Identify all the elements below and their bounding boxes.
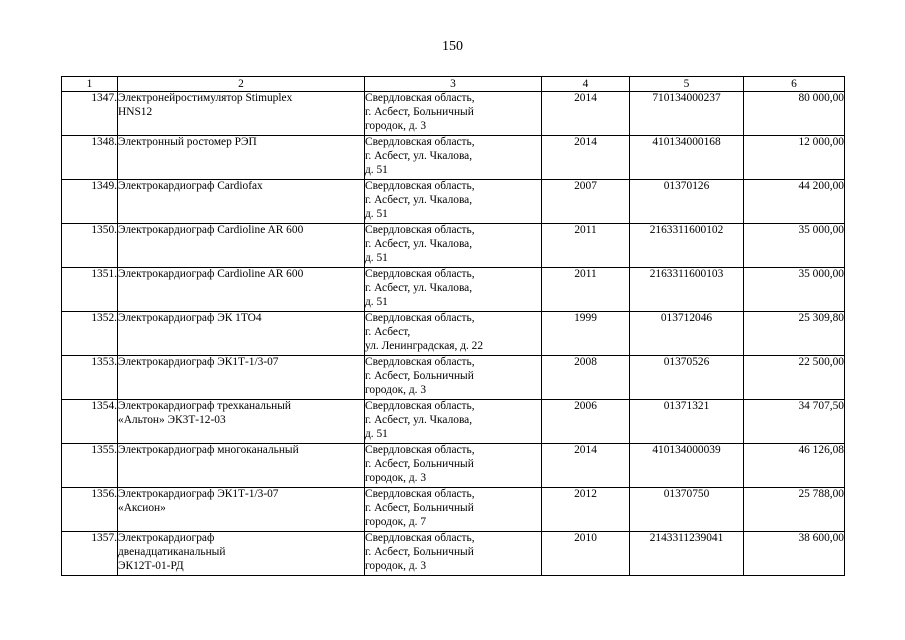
row-number-cell: 1349. xyxy=(62,180,118,224)
row-number-cell: 1352. xyxy=(62,312,118,356)
item-name-cell xyxy=(118,92,365,136)
header-cell: 1 xyxy=(62,77,118,92)
year-cell: 2011 xyxy=(542,224,630,268)
header-cell: 6 xyxy=(744,77,845,92)
year-cell: 2007 xyxy=(542,180,630,224)
row-number-cell: 1347. xyxy=(62,92,118,136)
address-cell-line: Свердловская область, xyxy=(365,268,475,280)
year-cell: 2014 xyxy=(542,444,630,488)
inventory-number-cell: 01371321 xyxy=(630,400,744,444)
address-cell-line: г. Асбест, ул. Чкалова, xyxy=(365,413,473,426)
address-cell-line: городок, д. 3 xyxy=(365,559,427,572)
item-name-cell-line: ЭК12Т-01-РД xyxy=(118,559,184,572)
address-cell-line: д. 51 xyxy=(365,295,388,308)
inventory-number-cell: 01370750 xyxy=(630,488,744,532)
address-cell-line: г. Асбест, ул. Чкалова, xyxy=(365,281,473,294)
address-cell-line: Свердловская область, xyxy=(365,224,475,236)
address-cell-line: г. Асбест, Больничный xyxy=(365,501,474,514)
row-number-cell: 1351. xyxy=(62,268,118,312)
address-cell-line: д. 51 xyxy=(365,427,388,440)
address-cell xyxy=(365,92,542,136)
item-name-cell-line: Электрокардиограф Cardiofax xyxy=(118,180,263,192)
inventory-number-cell: 410134000168 xyxy=(630,136,744,180)
year-cell: 2014 xyxy=(542,92,630,136)
address-cell-line: Свердловская область, xyxy=(365,488,475,500)
cost-cell: 35 000,00 xyxy=(744,268,845,312)
item-name-cell-line: Электрокардиограф ЭК 1ТО4 xyxy=(118,312,262,324)
address-cell xyxy=(365,356,542,400)
cost-cell: 34 707,50 xyxy=(744,400,845,444)
item-name-cell-line: Электрокардиограф многоканальный xyxy=(118,444,299,456)
item-name-cell xyxy=(118,224,365,268)
header-cell: 4 xyxy=(542,77,630,92)
address-cell-line: Свердловская область, xyxy=(365,92,475,104)
item-name-cell xyxy=(118,488,365,532)
cost-cell: 38 600,00 xyxy=(744,532,845,576)
table-row xyxy=(62,312,845,356)
table-row xyxy=(62,444,845,488)
inventory-number-cell: 2163311600102 xyxy=(630,224,744,268)
address-cell xyxy=(365,400,542,444)
table-row xyxy=(62,136,845,180)
address-cell-line: г. Асбест, Больничный xyxy=(365,457,474,470)
item-name-cell-line: Электрокардиограф ЭК1Т-1/3-07 xyxy=(118,488,279,500)
address-cell-line: д. 51 xyxy=(365,207,388,220)
item-name-cell xyxy=(118,136,365,180)
address-cell xyxy=(365,224,542,268)
table-row xyxy=(62,488,845,532)
table-row xyxy=(62,92,845,136)
row-number-cell: 1353. xyxy=(62,356,118,400)
address-cell-line: городок, д. 3 xyxy=(365,383,427,396)
page-number: 150 xyxy=(442,39,463,54)
address-cell-line: городок, д. 3 xyxy=(365,471,427,484)
header-cell: 2 xyxy=(118,77,365,92)
address-cell xyxy=(365,532,542,576)
cost-cell: 25 309,80 xyxy=(744,312,845,356)
address-cell xyxy=(365,180,542,224)
row-number-cell: 1350. xyxy=(62,224,118,268)
row-number-cell: 1348. xyxy=(62,136,118,180)
address-cell-line: г. Асбест, Больничный xyxy=(365,369,474,382)
address-cell xyxy=(365,312,542,356)
address-cell-line: Свердловская область, xyxy=(365,532,475,544)
table-row xyxy=(62,180,845,224)
cost-cell: 44 200,00 xyxy=(744,180,845,224)
address-cell-line: г. Асбест, ул. Чкалова, xyxy=(365,193,473,206)
inventory-number-cell: 2143311239041 xyxy=(630,532,744,576)
inventory-number-cell: 01370126 xyxy=(630,180,744,224)
address-cell-line: Свердловская область, xyxy=(365,136,475,148)
address-cell-line: д. 51 xyxy=(365,251,388,264)
item-name-cell-line: Электрокардиограф Cardioline AR 600 xyxy=(118,268,304,280)
address-cell-line: г. Асбест, Больничный xyxy=(365,545,474,558)
property-table xyxy=(61,76,845,576)
year-cell: 2014 xyxy=(542,136,630,180)
cost-cell: 46 126,08 xyxy=(744,444,845,488)
address-cell-line: городок, д. 7 xyxy=(365,515,427,528)
address-cell-line: Свердловская область, xyxy=(365,356,475,368)
inventory-number-cell: 013712046 xyxy=(630,312,744,356)
address-cell-line: г. Асбест, Больничный xyxy=(365,105,474,118)
year-cell: 2008 xyxy=(542,356,630,400)
header-cell: 5 xyxy=(630,77,744,92)
item-name-cell xyxy=(118,444,365,488)
address-cell-line: г. Асбест, ул. Чкалова, xyxy=(365,149,473,162)
cost-cell: 22 500,00 xyxy=(744,356,845,400)
year-cell: 2011 xyxy=(542,268,630,312)
table-row xyxy=(62,268,845,312)
table-row xyxy=(62,356,845,400)
row-number-cell: 1354. xyxy=(62,400,118,444)
address-cell-line: Свердловская область, xyxy=(365,400,475,412)
header-cell: 3 xyxy=(365,77,542,92)
cost-cell: 35 000,00 xyxy=(744,224,845,268)
address-cell xyxy=(365,136,542,180)
item-name-cell-line: Электрокардиограф xyxy=(118,532,215,544)
address-cell-line: г. Асбест, xyxy=(365,325,411,338)
inventory-number-cell: 2163311600103 xyxy=(630,268,744,312)
table-row xyxy=(62,532,845,576)
address-cell-line: Свердловская область, xyxy=(365,444,475,456)
address-cell-line: д. 51 xyxy=(365,163,388,176)
address-cell-line: ул. Ленинградская, д. 22 xyxy=(365,339,484,352)
address-cell-line: городок, д. 3 xyxy=(365,119,427,132)
item-name-cell-line: Электрокардиограф ЭК1Т-1/3-07 xyxy=(118,356,279,368)
year-cell: 2006 xyxy=(542,400,630,444)
cost-cell: 80 000,00 xyxy=(744,92,845,136)
row-number-cell: 1356. xyxy=(62,488,118,532)
item-name-cell xyxy=(118,180,365,224)
inventory-number-cell: 410134000039 xyxy=(630,444,744,488)
item-name-cell-line: HNS12 xyxy=(118,105,153,118)
year-cell: 1999 xyxy=(542,312,630,356)
row-number-cell: 1357. xyxy=(62,532,118,576)
address-cell xyxy=(365,488,542,532)
address-cell-line: Свердловская область, xyxy=(365,180,475,192)
header-row xyxy=(62,77,845,92)
item-name-cell-line: Электрокардиограф Cardioline AR 600 xyxy=(118,224,304,236)
item-name-cell-line: двенадцатиканальный xyxy=(118,545,226,558)
address-cell-line: г. Асбест, ул. Чкалова, xyxy=(365,237,473,250)
address-cell xyxy=(365,444,542,488)
inventory-number-cell: 01370526 xyxy=(630,356,744,400)
item-name-cell-line: Электронейростимулятор Stimuplex xyxy=(118,92,293,104)
item-name-cell-line: Электронный ростомер РЭП xyxy=(118,136,257,148)
address-cell-line: Свердловская область, xyxy=(365,312,475,324)
table-row xyxy=(62,400,845,444)
item-name-cell xyxy=(118,532,365,576)
item-name-cell xyxy=(118,312,365,356)
cost-cell: 25 788,00 xyxy=(744,488,845,532)
table-row xyxy=(62,224,845,268)
table-body xyxy=(62,92,845,576)
cost-cell: 12 000,00 xyxy=(744,136,845,180)
item-name-cell-line: Электрокардиограф трехканальный xyxy=(118,400,292,412)
address-cell xyxy=(365,268,542,312)
year-cell: 2012 xyxy=(542,488,630,532)
item-name-cell xyxy=(118,400,365,444)
year-cell: 2010 xyxy=(542,532,630,576)
row-number-cell: 1355. xyxy=(62,444,118,488)
item-name-cell xyxy=(118,268,365,312)
item-name-cell xyxy=(118,356,365,400)
inventory-number-cell: 710134000237 xyxy=(630,92,744,136)
item-name-cell-line: «Альтон» ЭК3Т-12-03 xyxy=(118,413,226,426)
item-name-cell-line: «Аксион» xyxy=(118,501,166,514)
